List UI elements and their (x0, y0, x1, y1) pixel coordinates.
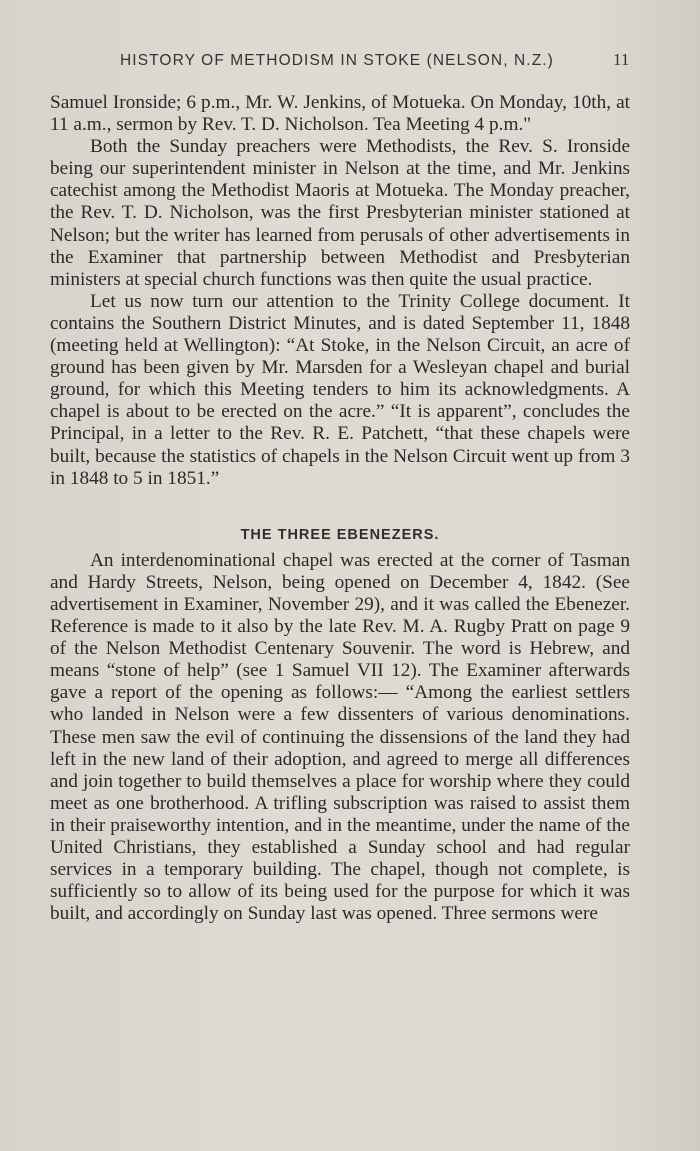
paragraph-2: Both the Sunday preachers were Methodists, the Rev. S. Ironside being our superintendent minister in Nelson at the time, and Mr. Jenkins catechist among the Methodist Maoris at Motueka. The Monday preacher, the Rev. T. D. Nicholson, was the first Presbyterian minister stationed at Nelson; but the writer has learned from perusals of other advertisements in the Examiner that partnership between Methodist and Presbyterian ministers at special church functions was then quite the usual practice. (50, 136, 630, 290)
running-header: HISTORY OF METHODISM IN STOKE (NELSON, N.Z.) (120, 52, 554, 69)
section-paragraph: An interdenominational chapel was erected at the corner of Tasman and Hardy Streets, Nelson, being opened on December 4, 1842. (See advertisement in Examiner, November 29), and it was called the Ebenezer. Reference is made to it also by the late Rev. M. A. Rugby Pratt on page 9 of the Nelson Methodist Centenary Souvenir. The word is Hebrew, and means “stone of help” (see 1 Samuel VII 12). The Examiner afterwards gave a report of the opening as follows:— “Among the earliest settlers who landed in Nelson were a few dissenters of various denominations. These men saw the evil of continuing the dissensions of the land they had left in the new land of their adoption, and agreed to merge all differences and join together to build themselves a place for worship where they could meet as one brotherhood. A trifling subscription was raised to assist them in their praiseworthy intention, and in the meantime, under the name of the United Christians, they established a Sunday school and had regular services in a temporary building. The chapel, though not complete, is sufficiently so to allow of its being used for the purpose for which it was built, and accordingly on Sunday last was opened. Three sermons were (50, 549, 630, 925)
paragraph-1: Samuel Ironside; 6 p.m., Mr. W. Jenkins, of Motueka. On Monday, 10th, at 11 a.m., sermon by Rev. T. D. Nicholson. Tea Meeting 4 p.m." (50, 92, 630, 136)
page-body (50, 92, 630, 925)
paragraph-3: Let us now turn our attention to the Trinity College document. It contains the Southern District Minutes, and is dated September 11, 1848 (meeting held at Wellington): “At Stoke, in the Nelson Circuit, an acre of ground has been given by Mr. Marsden for a Wesleyan chapel and burial ground, for which this Meeting tenders to him its acknowledgments. A chapel is about to be erected on the acre.” “It is apparent”, concludes the Principal, in a letter to the Rev. R. E. Patchett, “that these chapels were built, because the statistics of chapels in the Nelson Circuit went up from 3 in 1848 to 5 in 1851.” (50, 290, 630, 489)
page-number: 11 (613, 50, 630, 69)
section-heading: THE THREE EBENEZERS. (240, 526, 440, 543)
